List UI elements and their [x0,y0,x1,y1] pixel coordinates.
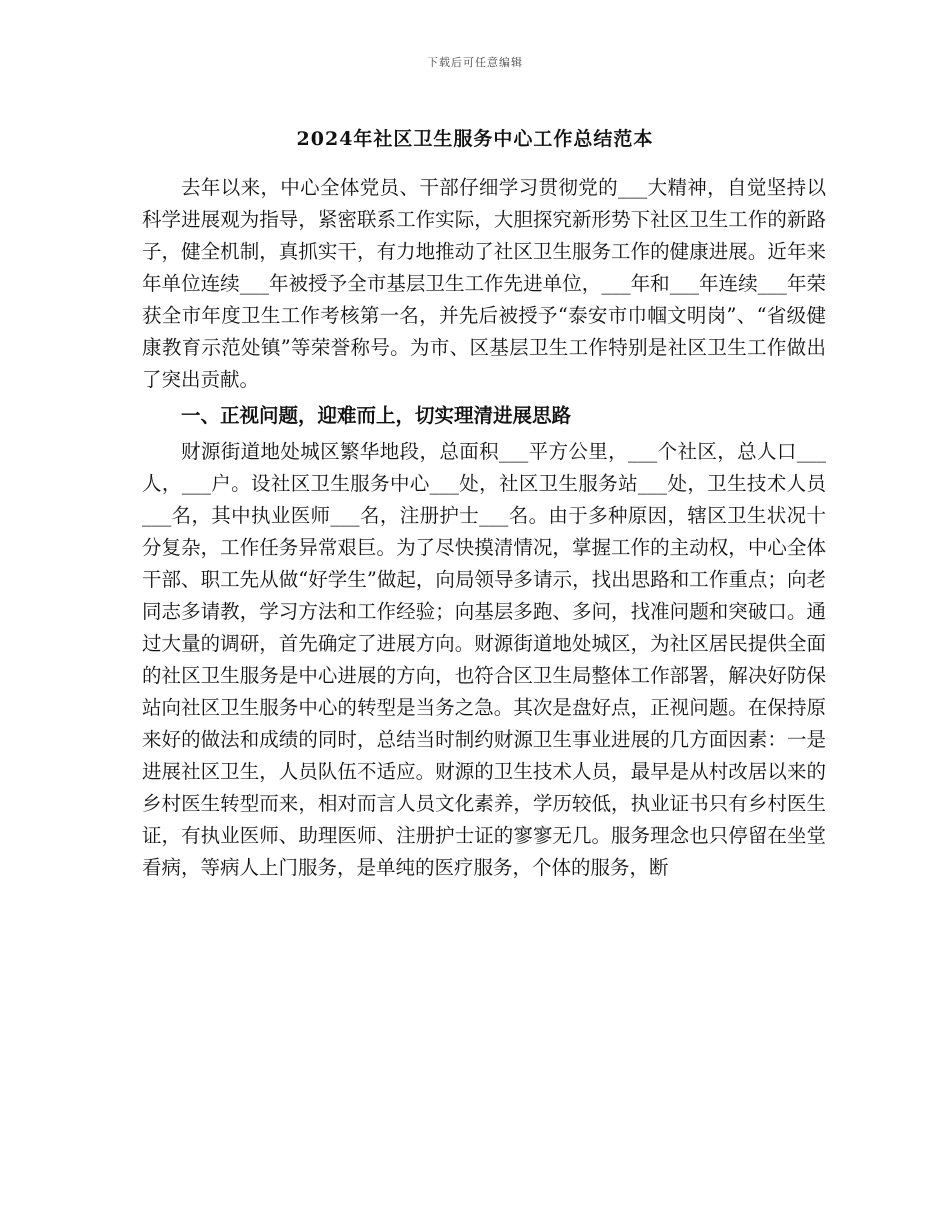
section-1-heading: 一、正视问题，迎难而上，切实理清进展思路 [181,404,572,427]
section-1-paragraph: 财源街道地处城区繁华地段，总面积___平方公里，___个社区，总人口___人，___户。设社区卫生服务中心___处，社区卫生服务站___处，卫生技术人员___名，其中执业医师___名，注册护士___名。由于多种原因，辖区卫生状况十分复杂，工作任务异常艰巨。为了尽快摸清情况，掌握工作的主动权，中心全体干部、职工先从做“好学生”做起，向局领导多请示，找出思路和工作重点；向老同志多请教，学习方法和工作经验；向基层多跑、多问，找准问题和突破口。通过大量的调研，首先确定了进展方向。财源街道地处城区，为社区居民提供全面的社区卫生服务是中心进展的方向，也符合区卫生局整体工作部署，解决好防保站向社区卫生服务中心的转型是当务之急。其次是盘好点，正视问题。在保持原来好的做法和成绩的同时，总结当时制约财源卫生事业进展的几方面因素：一是进展社区卫生，人员队伍不适应。财源的卫生技术人员，最早是从村改居以来的乡村医生转型而来，相对而言人员文化素养，学历较低，执业证书只有乡村医生证，有执业医师、助理医师、注册护士证的寥寥无几。服务理念也只停留在坐堂看病，等病人上门服务，是单纯的医疗服务，个体的服务，断 [142,440,826,879]
header-note: 下载后可任意编辑 [427,56,523,69]
document-title: 2024年社区卫生服务中心工作总结范本 [296,128,654,150]
document-body [142,172,826,888]
intro-paragraph: 去年以来，中心全体党员、干部仔细学习贯彻党的___大精神，自觉坚持以科学进展观为指导，紧密联系工作实际，大胆探究新形势下社区卫生工作的新路子，健全机制，真抓实干，有力地推动了社区卫生服务工作的健康进展。近年来年单位连续___年被授予全市基层卫生工作先进单位，___年和___年连续___年荣获全市年度卫生工作考核第一名，并先后被授予“泰安市巾帼文明岗”、“省级健康教育示范处镇”等荣誉称号。为市、区基层卫生工作特别是社区卫生工作做出了突出贡献。 [142,176,826,391]
